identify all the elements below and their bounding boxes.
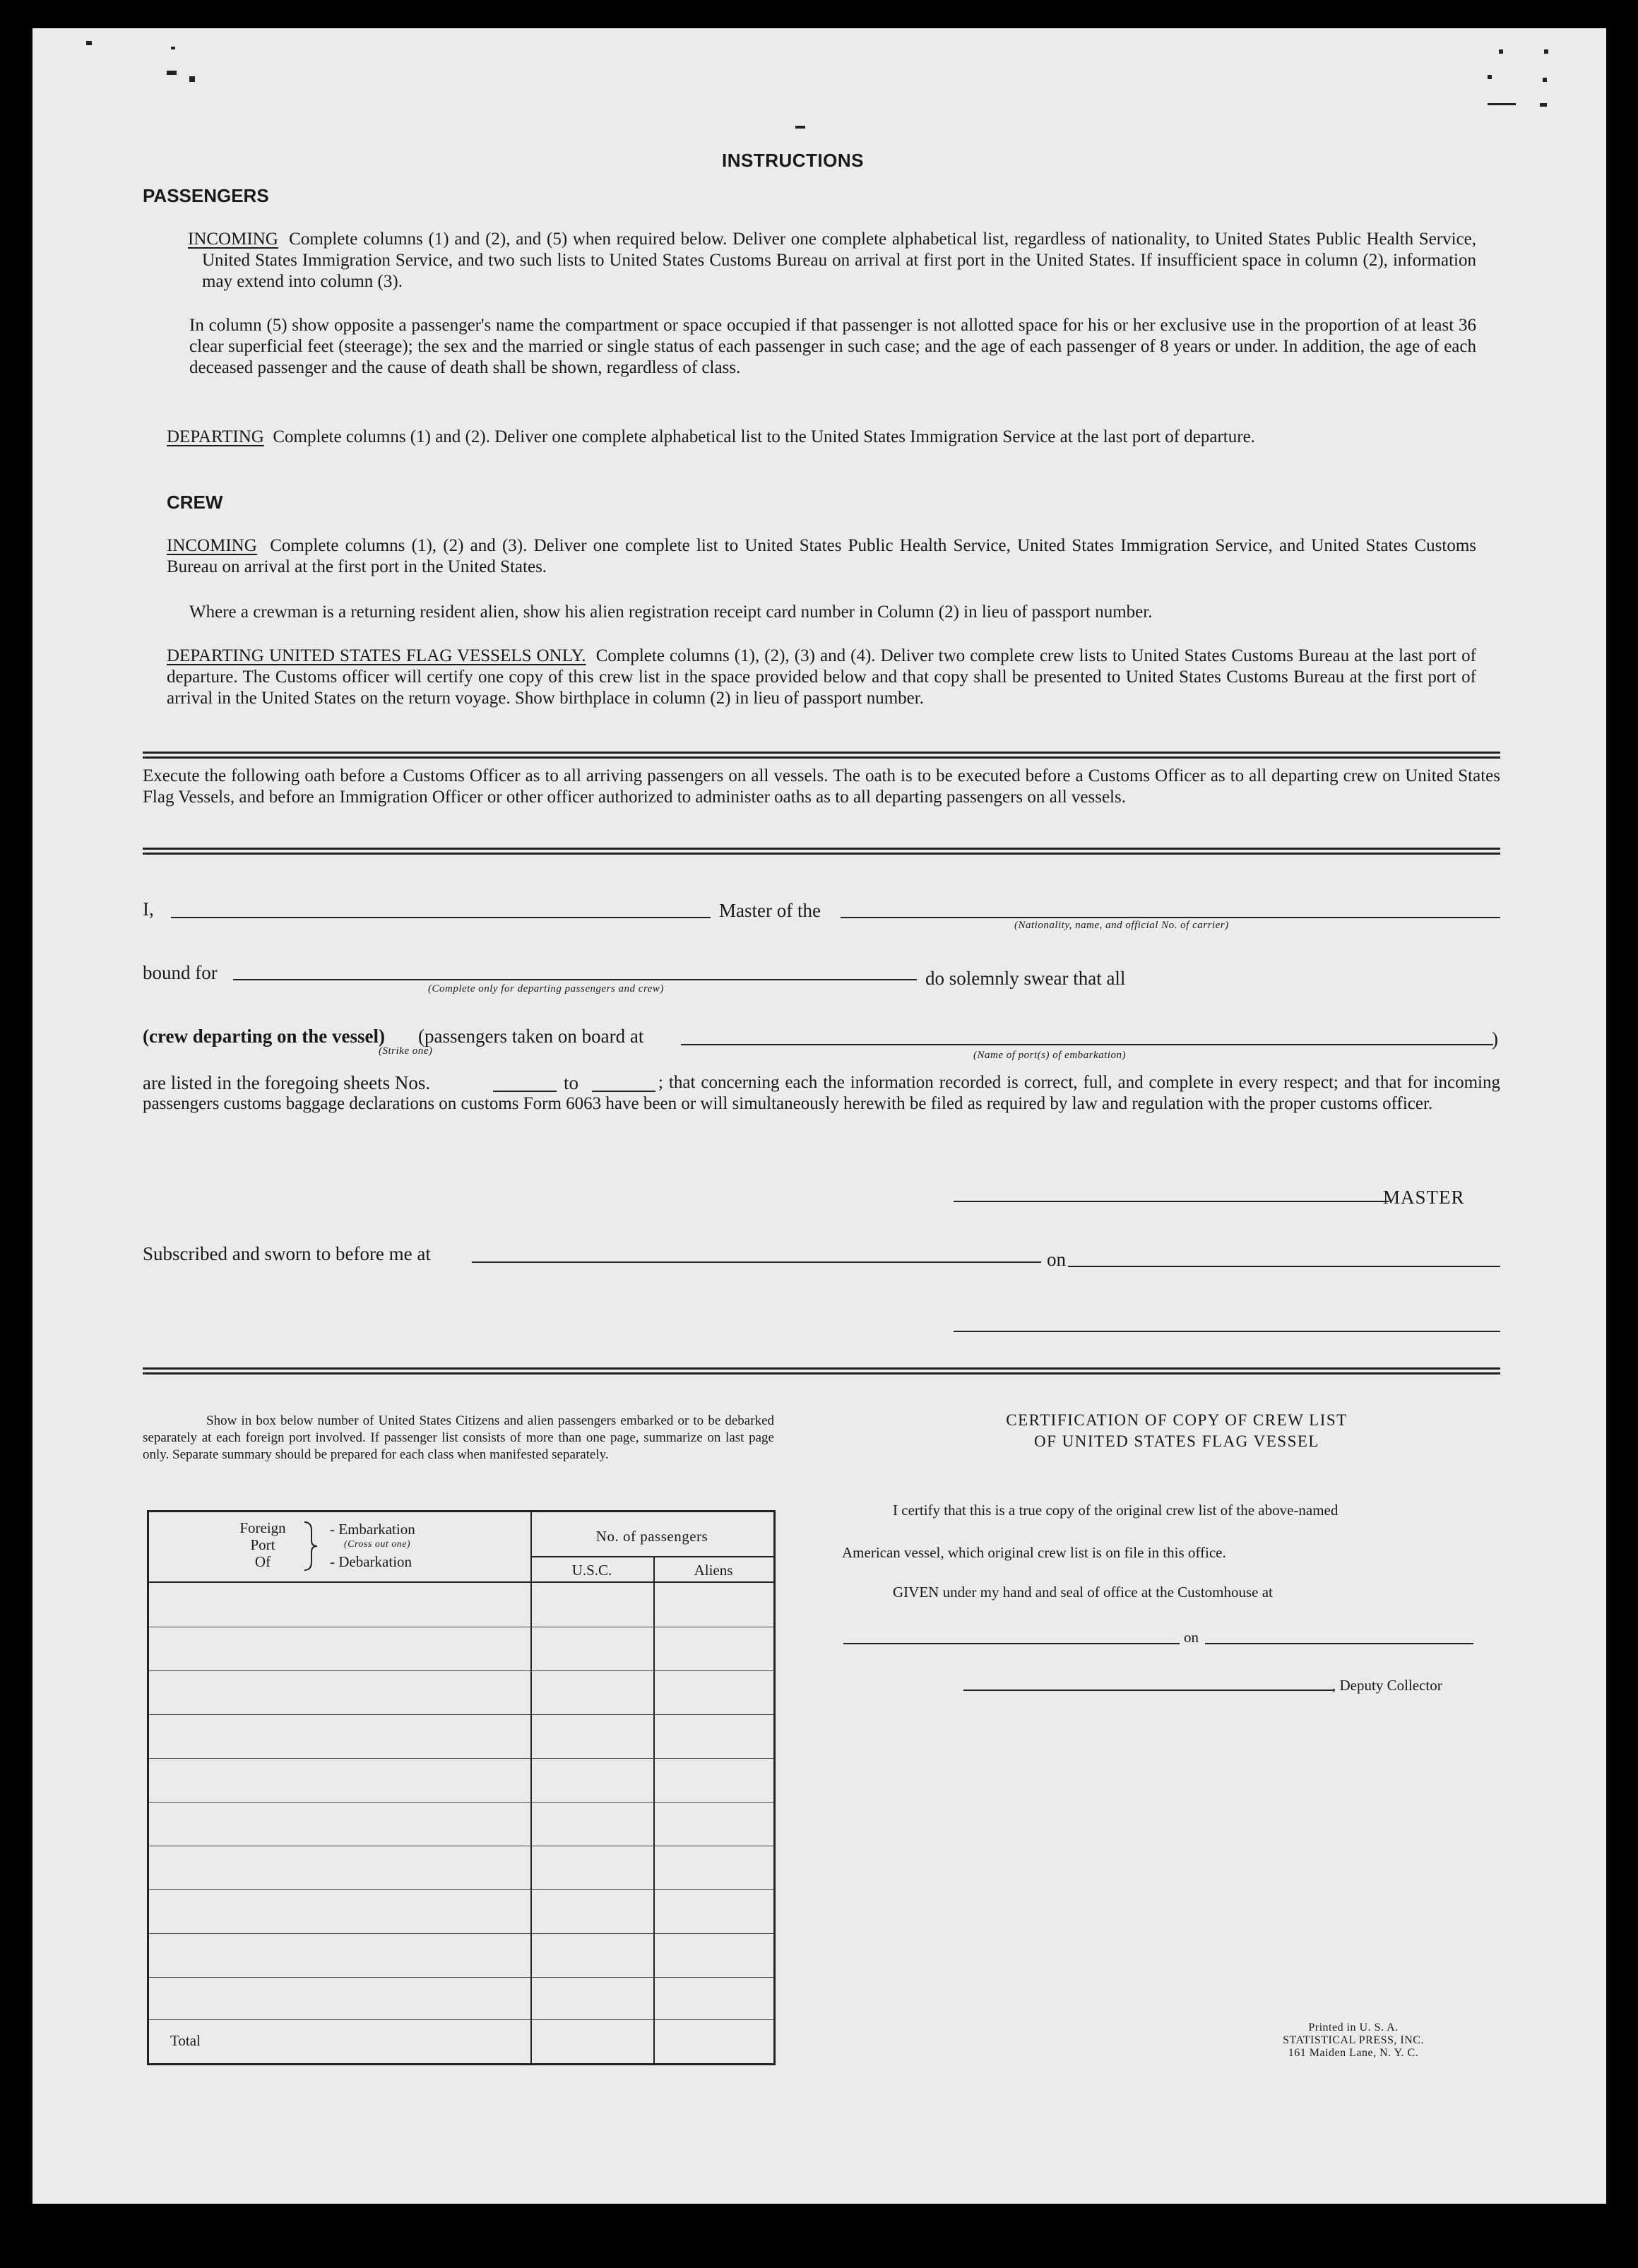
certification-heading-line2: OF UNITED STATES FLAG VESSEL [1034, 1432, 1319, 1450]
speck [189, 76, 195, 82]
crew-incoming-paragraph [167, 535, 1476, 578]
certification-heading-line1: CERTIFICATION OF COPY OF CREW LIST [1006, 1411, 1348, 1429]
sworn-date-field[interactable] [1068, 1266, 1500, 1267]
crew-departing-option-text: (crew departing on the vessel) [143, 1026, 385, 1047]
swear-label: do solemnly swear that all [925, 968, 1126, 989]
speck [1488, 75, 1492, 79]
certify-text: I certify that this is a true copy of the original crew list of the above-named [893, 1502, 1339, 1519]
close-paren: ) [1492, 1028, 1498, 1050]
speck [1540, 103, 1547, 107]
listed-text-1: are listed in the foregoing sheets Nos. [143, 1072, 431, 1093]
printer-line1: Printed in U. S. A. [1308, 2021, 1399, 2034]
speck [86, 41, 92, 45]
sworn-on-label: on [1047, 1249, 1066, 1270]
form-sheet [32, 28, 1606, 2204]
printer-line2: STATISTICAL PRESS, INC. [1283, 2034, 1424, 2046]
bound-for-caption: (Complete only for departing passengers and crew) [428, 983, 664, 995]
passengers-taken-option[interactable]: (passengers taken on board at [418, 1026, 644, 1047]
speck [167, 71, 177, 75]
total-label: Total [170, 2032, 201, 2049]
ports-field[interactable] [681, 1044, 1493, 1045]
certification-heading [859, 1410, 1495, 1452]
speck [1488, 103, 1516, 105]
summary-note: Show in box below number of United States Citizens and alien passengers embarked or to be debarked separately at each foreign port involved. If passenger list consists of more than one page, summarize on last page only. Separate summary should be prepared for each class when manifested separately. [143, 1413, 774, 1462]
debarkation-label[interactable]: - Debarkation [330, 1553, 413, 1570]
speck [1499, 49, 1503, 54]
passengers-incoming-text: Complete columns (1) and (2), and (5) when required below. Deliver one complete alphabetical list, regardless of nationality, to United States Public Health Service, United States Immigration Service, and two such lists to United States Customs Bureau on arrival at first port in the United States. If insufficient space in column (2), information may extend into column (3). [202, 230, 1477, 291]
no-of-passengers-header: No. of passengers [595, 1528, 708, 1545]
certification-date-field[interactable] [1205, 1643, 1473, 1644]
customhouse-field[interactable] [843, 1643, 1180, 1644]
foreign-port-line: Of [254, 1553, 271, 1570]
deputy-signature-field[interactable] [963, 1690, 1334, 1691]
passengers-heading: PASSENGERS [143, 185, 269, 206]
passengers-incoming-label: INCOMING [188, 230, 278, 249]
bound-for-field[interactable] [233, 979, 917, 980]
header-bottom [149, 1581, 773, 1583]
header-divider [530, 1556, 773, 1557]
table-row[interactable] [149, 1714, 773, 1715]
printer-imprint [1254, 2021, 1452, 2060]
col-divider [530, 1512, 532, 2063]
crew-alien-paragraph: Where a crewman is a returning resident alien, show his alien registration receipt card number in Column (2) in lieu of passport number. [189, 602, 1153, 622]
crew-incoming-label: INCOMING [167, 536, 257, 555]
listed-text-2: ; that concerning each the information recorded is correct, full, and complete in every respect; and that for incoming passengers customs baggage declarations on customs Form 6063 have been or will simultaneously herewith be filed as required by law and regulation with the proper customs officer. [143, 1073, 1500, 1113]
strike-caption: (Strike one) [379, 1045, 433, 1057]
subscribed-label: Subscribed and sworn to before me at [143, 1243, 431, 1264]
divider-double [143, 848, 1500, 855]
aliens-header: Aliens [694, 1562, 733, 1579]
table-row[interactable] [149, 1802, 773, 1803]
passengers-departing-text: Complete columns (1) and (2). Deliver one complete alphabetical list to the United States Immigration Service at the last port of departure. [273, 427, 1255, 446]
officer-signature-field[interactable] [954, 1331, 1500, 1332]
divider-double [143, 752, 1500, 759]
table-row[interactable] [149, 2019, 773, 2020]
table-row[interactable] [149, 1670, 773, 1671]
passengers-incoming-paragraph [188, 229, 1476, 292]
table-row[interactable] [149, 1758, 773, 1759]
speck [1544, 49, 1548, 54]
table-row[interactable] [149, 1933, 773, 1934]
given-text: GIVEN under my hand and seal of office at the Customhouse at [893, 1584, 1273, 1601]
speck [1543, 78, 1547, 82]
master-of-label: Master of the [719, 900, 821, 921]
brace-icon [302, 1521, 320, 1572]
table-row[interactable] [149, 1977, 773, 1978]
page-title: INSTRUCTIONS [722, 150, 864, 171]
carrier-caption: (Nationality, name, and official No. of carrier) [1014, 920, 1229, 931]
cross-out-caption: (Cross out one) [344, 1539, 411, 1550]
passengers-departing-paragraph [167, 427, 1476, 448]
ports-caption: (Name of port(s) of embarkation) [973, 1050, 1126, 1061]
printer-line3: 161 Maiden Lane, N. Y. C. [1288, 2047, 1419, 2059]
certify-text-2: American vessel, which original crew list is on file in this office. [842, 1544, 1226, 1561]
master-label: MASTER [1383, 1187, 1465, 1208]
crew-departing-option[interactable] [143, 1026, 385, 1047]
usc-header: U.S.C. [571, 1562, 612, 1579]
master-signature-field[interactable] [954, 1201, 1389, 1202]
speck [795, 126, 805, 129]
oath-instructions: Execute the following oath before a Customs Officer as to all arriving passengers on all vessels. The oath is to be executed before a Customs Officer as to all departing crew on United States Flag Vessels, and before an Immigration Officer or other officer authorized to administer oaths as to all departing passengers on all vessels. [143, 766, 1500, 807]
foreign-port-line: Port [250, 1536, 275, 1553]
listed-to: to [564, 1072, 579, 1093]
passengers-column5-paragraph: In column (5) show opposite a passenger's name the compartment or space occupied if that passenger is not allotted space for his or her exclusive use in the proportion of at least 36 clear superficial feet (steerage); the sex and the married or single status of each passenger in such case; and the age of each passenger of 8 years or under. In addition, the age of each deceased passenger and the cause of death shall be shown, regardless of class. [189, 316, 1476, 377]
embarkation-label[interactable]: - Embarkation [330, 1521, 415, 1538]
foreign-port-header [231, 1519, 295, 1570]
summary-table [147, 1510, 776, 2065]
sworn-place-field[interactable] [472, 1261, 1041, 1263]
col-divider [653, 1556, 655, 2063]
crew-incoming-text: Complete columns (1), (2) and (3). Deliver one complete list to United States Public Health Service, United States Immigration Service, and United States Customs Bureau on arrival at the first port in the United States. [167, 536, 1477, 576]
crew-departing-text: Complete columns (1), (2), (3) and (4). Deliver two complete crew lists to United States Customs Bureau at the last port of departure. The Customs officer will certify one copy of this crew list in the space provided below and that copy shall be presented to United States Customs Bureau at the first port of arrival in the United States on the return voyage. Show birthplace in column (2) in lieu of passport number. [167, 646, 1476, 708]
foreign-port-line: Foreign [239, 1519, 286, 1536]
speck [171, 47, 175, 49]
carrier-field[interactable] [841, 917, 1500, 918]
certification-on-label: on [1184, 1629, 1199, 1646]
crew-heading: CREW [167, 492, 223, 513]
oath-i-label: I, [143, 898, 154, 920]
passengers-departing-label: DEPARTING [167, 427, 264, 446]
divider-double [143, 1367, 1500, 1375]
deputy-label: , Deputy Collector [1332, 1677, 1442, 1694]
table-row[interactable] [149, 1889, 773, 1890]
bound-for-label: bound for [143, 962, 218, 983]
master-name-field[interactable] [171, 917, 711, 918]
crew-departing-paragraph [167, 646, 1476, 709]
crew-departing-label: DEPARTING UNITED STATES FLAG VESSELS ONLY. [167, 646, 586, 665]
